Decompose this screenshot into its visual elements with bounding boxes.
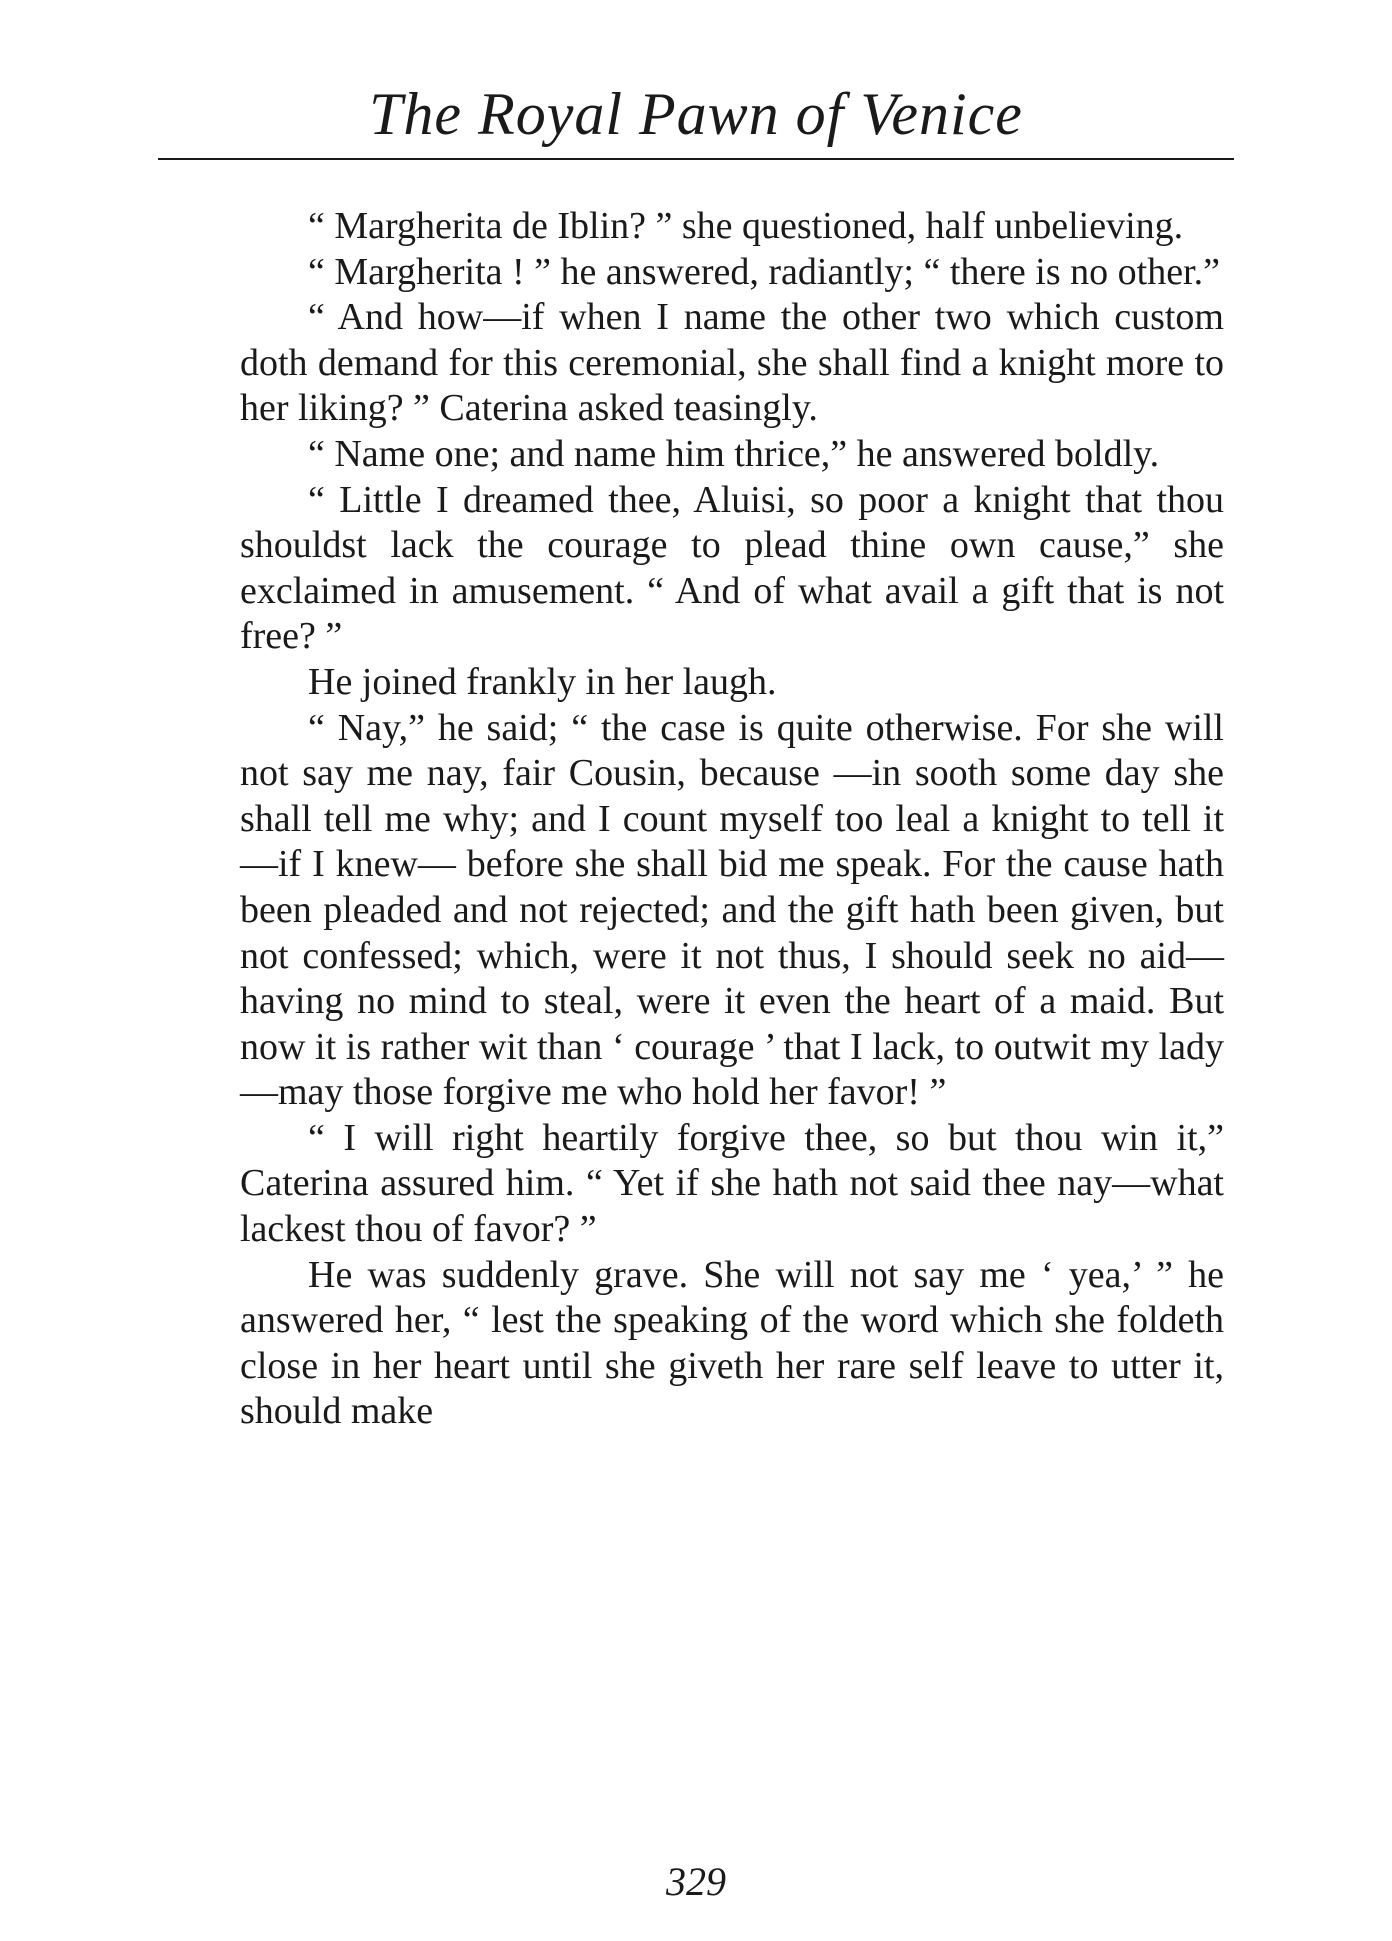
header-rule (158, 158, 1234, 160)
paragraph: He was suddenly grave. She will not say me ‘ yea,’ ” he answered her, “ lest the speaking of the word which she foldeth close in her heart until she giveth her rare self leave to utter it, should make (240, 1253, 1224, 1433)
running-head: The Royal Pawn of Venice (369, 81, 1023, 147)
page-number: 329 (666, 1859, 726, 1904)
body-text (240, 204, 1224, 1435)
paragraph: “ Nay,” he said; “ the case is quite otherwise. For she will not say me nay, fair Cousin, because —in sooth some day she shall tell me why; and I count myself too leal a knight to tell it—if I knew— before she shall bid me speak. For the cause hath been pleaded and not rejected; and the gift hath been given, but not confessed; which, were it not thus, I should seek no aid—having no mind to steal, were it even the heart of a maid. But now it is rather wit than ‘ courage ’ that I lack, to outwit my lady—may those forgive me who hold her favor! ” (240, 706, 1224, 1114)
paragraph: “ Margherita de Iblin? ” she questioned, half unbelieving. (308, 205, 1184, 247)
paragraph: He joined frankly in her laugh. (308, 660, 777, 703)
paragraph: “ Little I dreamed thee, Aluisi, so poor a knight that thou shouldst lack the courage to plead thine own cause,” she exclaimed in amusement. “ And of what avail a gift that is not free? ” (240, 478, 1224, 658)
paragraph: “ I will right heartily forgive thee, so but thou win it,” Caterina assured him. “ Yet if she hath not said thee nay—what lackest thou of favor? ” (240, 1116, 1224, 1251)
paragraph: “ And how—if when I name the other two which custom doth demand for this ceremonial, she shall find a knight more to her liking? ” Caterina asked teasingly. (240, 296, 1224, 430)
paragraph: “ Margherita ! ” he answered, radiantly; “ there is no other.” (308, 250, 1220, 293)
paragraph: “ Name one; and name him thrice,” he answered boldly. (308, 432, 1160, 475)
